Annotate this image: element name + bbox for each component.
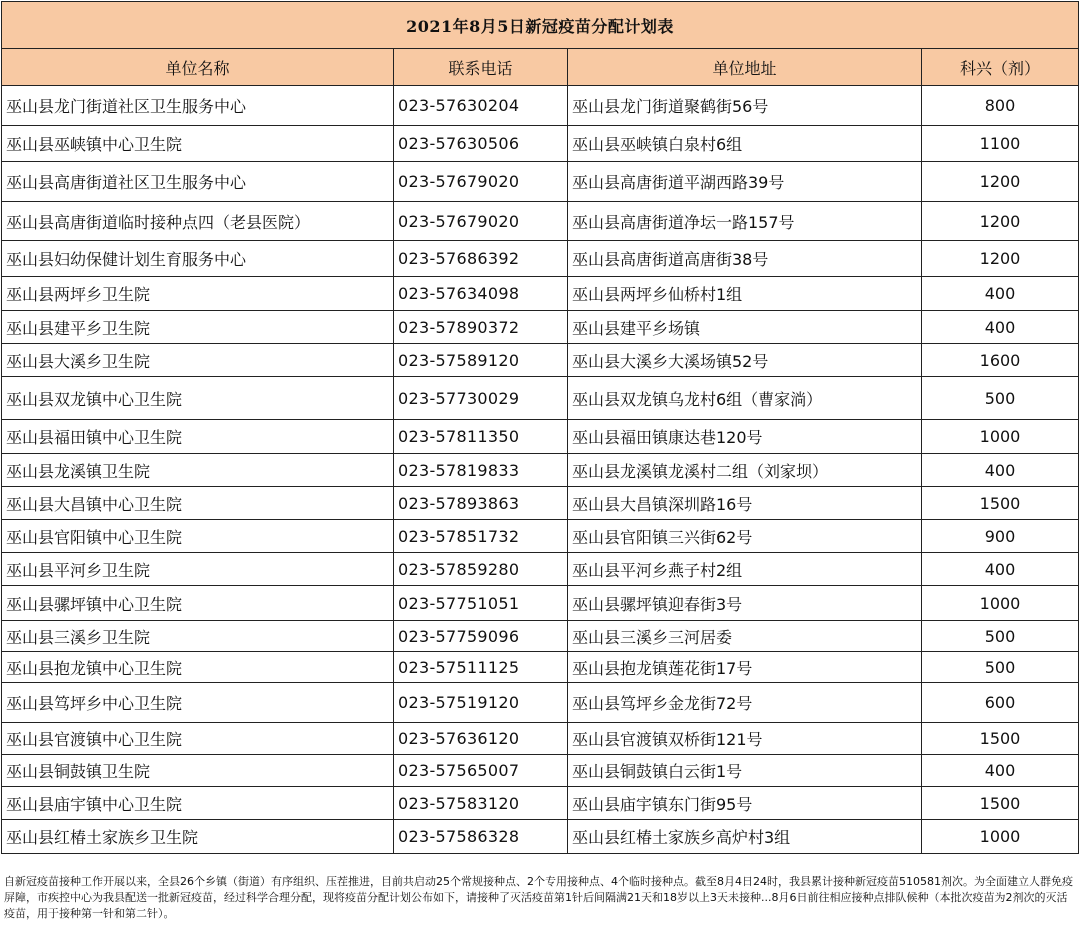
cell-unit-name: 巫山县巫峡镇中心卫生院	[2, 126, 394, 162]
cell-unit-name: 巫山县骡坪镇中心卫生院	[2, 586, 394, 621]
cell-quantity: 1200	[922, 241, 1079, 277]
header-unit-name: 单位名称	[2, 49, 394, 86]
cell-unit-name: 巫山县高唐街道社区卫生服务中心	[2, 162, 394, 202]
header-address: 单位地址	[568, 49, 922, 86]
cell-address: 巫山县红椿土家族乡高炉村3组	[568, 820, 922, 854]
cell-phone: 023-57634098	[394, 277, 568, 311]
cell-address: 巫山县庙宇镇东门街95号	[568, 787, 922, 820]
cell-unit-name: 巫山县官渡镇中心卫生院	[2, 723, 394, 755]
cell-phone: 023-57751051	[394, 586, 568, 621]
table-row	[2, 487, 1079, 520]
cell-address: 巫山县双龙镇乌龙村6组（曹家淌）	[568, 377, 922, 420]
cell-address: 巫山县龙门街道聚鹤街56号	[568, 86, 922, 126]
cell-phone: 023-57636120	[394, 723, 568, 755]
cell-unit-name: 巫山县平河乡卫生院	[2, 553, 394, 586]
cell-address: 巫山县平河乡燕子村2组	[568, 553, 922, 586]
cell-quantity: 1500	[922, 787, 1079, 820]
cell-quantity: 1200	[922, 162, 1079, 202]
cell-phone: 023-57730029	[394, 377, 568, 420]
table-row	[2, 586, 1079, 621]
cell-phone: 023-57859280	[394, 553, 568, 586]
cell-address: 巫山县三溪乡三河居委	[568, 621, 922, 652]
cell-quantity: 1200	[922, 202, 1079, 241]
cell-phone: 023-57759096	[394, 621, 568, 652]
cell-quantity: 1600	[922, 344, 1079, 377]
cell-quantity: 400	[922, 454, 1079, 487]
table-row	[2, 755, 1079, 787]
cell-unit-name: 巫山县庙宇镇中心卫生院	[2, 787, 394, 820]
table-row	[2, 126, 1079, 162]
cell-quantity: 400	[922, 311, 1079, 344]
cell-unit-name: 巫山县抱龙镇中心卫生院	[2, 652, 394, 683]
cell-address: 巫山县笃坪乡金龙街72号	[568, 683, 922, 723]
table-row	[2, 311, 1079, 344]
footnote-text: 自新冠疫苗接种工作开展以来，全县26个乡镇（街道）有序组织、压茬推进，目前共启动25个常规接种点、2个专用接种点、4个临时接种点。截至8月4日24时，我县累计接种新冠疫苗510581剂次。为全面建立人群免疫屏障，市疾控中心为我县配送一批新冠疫苗，经过科学合理分配，现将疫苗分配计划公布如下，请接种了灭活疫苗第1针后间隔满21天和18岁以上3天未接种...8月6日前往相应接种点排队候种（本批次疫苗为2剂次的灭活疫苗，用于接种第一针和第二针）。	[4, 875, 1073, 920]
table-row	[2, 344, 1079, 377]
header-phone: 联系电话	[394, 49, 568, 86]
cell-unit-name: 巫山县红椿土家族乡卫生院	[2, 820, 394, 854]
cell-address: 巫山县大溪乡大溪场镇52号	[568, 344, 922, 377]
cell-address: 巫山县两坪乡仙桥村1组	[568, 277, 922, 311]
table-row	[2, 454, 1079, 487]
cell-quantity: 400	[922, 553, 1079, 586]
cell-unit-name: 巫山县笃坪乡中心卫生院	[2, 683, 394, 723]
cell-address: 巫山县抱龙镇莲花街17号	[568, 652, 922, 683]
cell-unit-name: 巫山县两坪乡卫生院	[2, 277, 394, 311]
cell-address: 巫山县铜鼓镇白云街1号	[568, 755, 922, 787]
cell-unit-name: 巫山县三溪乡卫生院	[2, 621, 394, 652]
cell-address: 巫山县龙溪镇龙溪村二组（刘家坝）	[568, 454, 922, 487]
cell-phone: 023-57890372	[394, 311, 568, 344]
cell-quantity: 500	[922, 621, 1079, 652]
cell-quantity: 600	[922, 683, 1079, 723]
cell-phone: 023-57586328	[394, 820, 568, 854]
cell-address: 巫山县巫峡镇白泉村6组	[568, 126, 922, 162]
cell-phone: 023-57565007	[394, 755, 568, 787]
cell-quantity: 1100	[922, 126, 1079, 162]
cell-phone: 023-57679020	[394, 162, 568, 202]
table-row	[2, 553, 1079, 586]
cell-unit-name: 巫山县大溪乡卫生院	[2, 344, 394, 377]
table-row	[2, 621, 1079, 652]
cell-unit-name: 巫山县妇幼保健计划生育服务中心	[2, 241, 394, 277]
cell-unit-name: 巫山县高唐街道临时接种点四（老县医院）	[2, 202, 394, 241]
table-row	[2, 787, 1079, 820]
cell-quantity: 1000	[922, 586, 1079, 621]
cell-address: 巫山县官渡镇双桥街121号	[568, 723, 922, 755]
cell-quantity: 900	[922, 520, 1079, 553]
cell-quantity: 800	[922, 86, 1079, 126]
table-row	[2, 652, 1079, 683]
table-row	[2, 420, 1079, 454]
cell-quantity: 1000	[922, 420, 1079, 454]
cell-quantity: 1500	[922, 487, 1079, 520]
table-row	[2, 377, 1079, 420]
cell-quantity: 1500	[922, 723, 1079, 755]
table-row	[2, 520, 1079, 553]
table-row	[2, 683, 1079, 723]
header-quantity: 科兴（剂）	[922, 49, 1079, 86]
cell-phone: 023-57819833	[394, 454, 568, 487]
cell-unit-name: 巫山县龙溪镇卫生院	[2, 454, 394, 487]
cell-quantity: 500	[922, 652, 1079, 683]
cell-quantity: 1000	[922, 820, 1079, 854]
cell-phone: 023-57583120	[394, 787, 568, 820]
table-row	[2, 162, 1079, 202]
cell-unit-name: 巫山县建平乡卫生院	[2, 311, 394, 344]
cell-address: 巫山县福田镇康达巷120号	[568, 420, 922, 454]
cell-address: 巫山县官阳镇三兴街62号	[568, 520, 922, 553]
cell-phone: 023-57679020	[394, 202, 568, 241]
table-row	[2, 723, 1079, 755]
cell-phone: 023-57811350	[394, 420, 568, 454]
table-row	[2, 241, 1079, 277]
cell-unit-name: 巫山县双龙镇中心卫生院	[2, 377, 394, 420]
table-row	[2, 86, 1079, 126]
cell-phone: 023-57589120	[394, 344, 568, 377]
cell-quantity: 400	[922, 755, 1079, 787]
cell-address: 巫山县大昌镇深圳路16号	[568, 487, 922, 520]
table-row	[2, 820, 1079, 854]
cell-address: 巫山县高唐街道高唐街38号	[568, 241, 922, 277]
cell-phone: 023-57893863	[394, 487, 568, 520]
title-row	[2, 2, 1079, 49]
cell-phone: 023-57851732	[394, 520, 568, 553]
vaccine-allocation-table	[1, 1, 1079, 854]
cell-unit-name: 巫山县大昌镇中心卫生院	[2, 487, 394, 520]
header-row	[2, 49, 1079, 86]
table-row	[2, 202, 1079, 241]
cell-quantity: 500	[922, 377, 1079, 420]
cell-address: 巫山县高唐街道平湖西路39号	[568, 162, 922, 202]
cell-phone: 023-57630204	[394, 86, 568, 126]
cell-unit-name: 巫山县福田镇中心卫生院	[2, 420, 394, 454]
cell-phone: 023-57630506	[394, 126, 568, 162]
cell-phone: 023-57511125	[394, 652, 568, 683]
cell-address: 巫山县建平乡场镇	[568, 311, 922, 344]
cell-unit-name: 巫山县官阳镇中心卫生院	[2, 520, 394, 553]
cell-address: 巫山县骡坪镇迎春街3号	[568, 586, 922, 621]
table-row	[2, 277, 1079, 311]
table-title: 2021年8月5日新冠疫苗分配计划表	[2, 2, 1079, 49]
cell-unit-name: 巫山县铜鼓镇卫生院	[2, 755, 394, 787]
cell-phone: 023-57686392	[394, 241, 568, 277]
cell-unit-name: 巫山县龙门街道社区卫生服务中心	[2, 86, 394, 126]
cell-phone: 023-57519120	[394, 683, 568, 723]
cell-quantity: 400	[922, 277, 1079, 311]
cell-address: 巫山县高唐街道净坛一路157号	[568, 202, 922, 241]
